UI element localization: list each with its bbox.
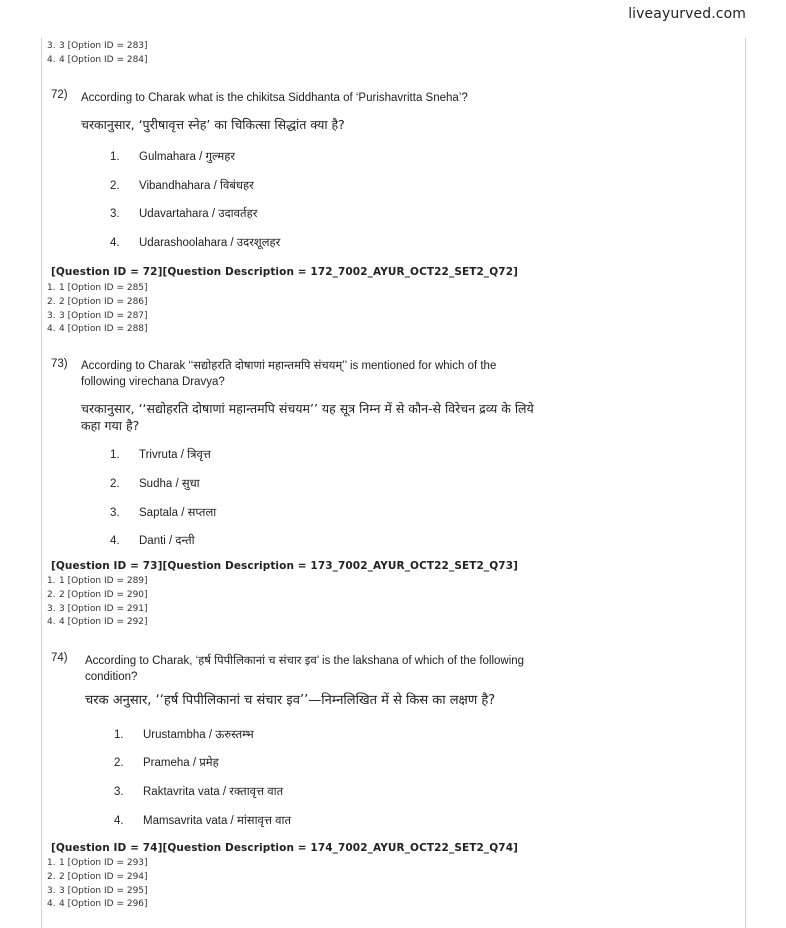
choice-number: 3. (110, 208, 120, 220)
answer-choice (110, 149, 235, 164)
option-id-row (47, 323, 148, 337)
choice-number: 4. (114, 815, 124, 827)
option-id-list (47, 857, 148, 912)
option-id-text: 4 [Option ID = 296] (59, 899, 148, 910)
choice-text: Trivruta / त्रिवृत्त (139, 449, 211, 461)
option-id-text: 3 [Option ID = 287] (59, 310, 148, 321)
site-watermark: liveayurved.com (628, 6, 746, 22)
option-id-row (47, 40, 148, 54)
question-text-hindi: चरक अनुसार, ‘‘हर्ष पिपीलिकानां च संचार इव’’—निम्नलिखित में से किस का लक्षण है? (85, 693, 496, 708)
option-id-list (47, 282, 148, 337)
option-id-row (47, 898, 148, 912)
option-number: 4. (47, 899, 56, 910)
option-id-text: 3 [Option ID = 291] (59, 603, 148, 614)
option-id-row (47, 871, 148, 885)
answer-choice (110, 447, 211, 462)
question-text-hindi: चरकानुसार, ‘‘सद्योहरति दोषाणां महान्तमपि संचयम’’ यह सूत्र निम्न में से कौन-से विरेचन द्रव्य के लिये कहा गया है? (81, 401, 534, 433)
choice-text: Sudha / सुधा (139, 478, 200, 490)
option-number: 2. (47, 296, 56, 307)
option-number: 3. (47, 41, 56, 51)
option-id-row (47, 616, 148, 630)
option-id-text: 1 [Option ID = 285] (59, 283, 148, 293)
option-id-row (47, 296, 148, 310)
option-id-text: 2 [Option ID = 286] (59, 296, 148, 307)
choice-text: Gulmahara / गुल्महर (139, 151, 236, 163)
option-id-row (47, 575, 148, 589)
choice-text: Prameha / प्रमेह (143, 757, 219, 769)
option-number: 1. (47, 858, 56, 868)
choice-text: Mamsavrita vata / मांसावृत्त वात (143, 815, 292, 827)
choice-number: 3. (110, 507, 120, 519)
question-meta: [Question ID = 72][Question Description = 172_7002_AYUR_OCT22_SET2_Q72] (51, 266, 519, 278)
answer-choice (114, 813, 291, 828)
option-number: 3. (47, 603, 56, 614)
question-meta: [Question ID = 73][Question Description = 173_7002_AYUR_OCT22_SET2_Q73] (51, 560, 519, 572)
choice-text: Raktavrita vata / रक्तावृत्त वात (143, 786, 284, 798)
option-id-text: 1 [Option ID = 289] (59, 576, 148, 586)
option-id-row (47, 857, 148, 871)
answer-choice (114, 727, 254, 742)
answer-choice (114, 784, 283, 799)
choice-number: 3. (114, 786, 124, 798)
option-id-list (47, 575, 148, 630)
question-number: 73) (51, 358, 68, 370)
choice-number: 2. (110, 180, 120, 192)
option-number: 3. (47, 885, 56, 896)
choice-number: 1. (110, 151, 120, 163)
option-id-text: 3 [Option ID = 295] (59, 885, 148, 896)
choice-number: 4. (110, 237, 120, 249)
option-id-row (47, 885, 148, 899)
option-number: 2. (47, 871, 56, 882)
option-id-row (47, 282, 148, 296)
option-id-row (47, 603, 148, 617)
option-number: 4. (47, 324, 56, 335)
choice-text: Saptala / सप्तला (139, 507, 217, 519)
option-id-text: 2 [Option ID = 290] (59, 589, 148, 600)
choice-text: Urustambha / ऊरुस्तम्भ (143, 729, 254, 741)
question-text-hindi: चरकानुसार, ‘पुरीषावृत्त स्नेह’ का चिकित्सा सिद्धांत क्या है? (81, 117, 345, 132)
answer-choice (110, 533, 195, 548)
option-id-row (47, 589, 148, 603)
answer-choice (110, 206, 257, 221)
choice-number: 2. (110, 478, 120, 490)
question-number: 74) (51, 652, 68, 664)
option-id-text: 3 [Option ID = 283] (59, 41, 148, 51)
answer-choice (110, 235, 280, 250)
choice-number: 1. (114, 729, 124, 741)
answer-choice (110, 505, 216, 520)
choice-text: Vibandhahara / विबंधहर (139, 180, 254, 192)
question-meta: [Question ID = 74][Question Description = 174_7002_AYUR_OCT22_SET2_Q74] (51, 842, 519, 854)
answer-choice (110, 178, 254, 193)
choice-text: Udavartahara / उदावर्तहर (139, 208, 258, 220)
option-number: 2. (47, 589, 56, 600)
choice-number: 2. (114, 757, 124, 769)
choice-text: Danti / दन्ती (139, 535, 195, 547)
option-number: 1. (47, 576, 56, 586)
option-id-row (47, 54, 148, 68)
choice-number: 1. (110, 449, 120, 461)
option-id-text: 4 [Option ID = 292] (59, 617, 148, 628)
option-id-text: 4 [Option ID = 288] (59, 324, 148, 335)
option-id-text: 4 [Option ID = 284] (59, 54, 148, 65)
question-text-english: According to Charak, ‘हर्ष पिपीलिकानां च संचार इव’ is the lakshana of which of the following condition? (85, 655, 525, 683)
question-text-english: According to Charak what is the chikitsa Siddhanta of ‘Purishavritta Sneha’? (81, 92, 468, 104)
option-number: 4. (47, 617, 56, 628)
option-number: 4. (47, 54, 56, 65)
question-number: 72) (51, 89, 68, 101)
choice-number: 4. (110, 535, 120, 547)
option-id-row (47, 310, 148, 324)
question-text-english: According to Charak ‘‘सद्योहरति दोषाणां महान्तमपि संचयम्’’ is mentioned for which of the following virechana Dravya? (81, 360, 497, 388)
answer-choice (114, 755, 219, 770)
option-id-text: 1 [Option ID = 293] (59, 858, 148, 868)
answer-choice (110, 476, 200, 491)
option-id-text: 2 [Option ID = 294] (59, 871, 148, 882)
option-number: 3. (47, 310, 56, 321)
previous-option-list (47, 40, 148, 68)
choice-text: Udarashoolahara / उदरशूलहर (139, 237, 281, 249)
option-number: 1. (47, 283, 56, 293)
